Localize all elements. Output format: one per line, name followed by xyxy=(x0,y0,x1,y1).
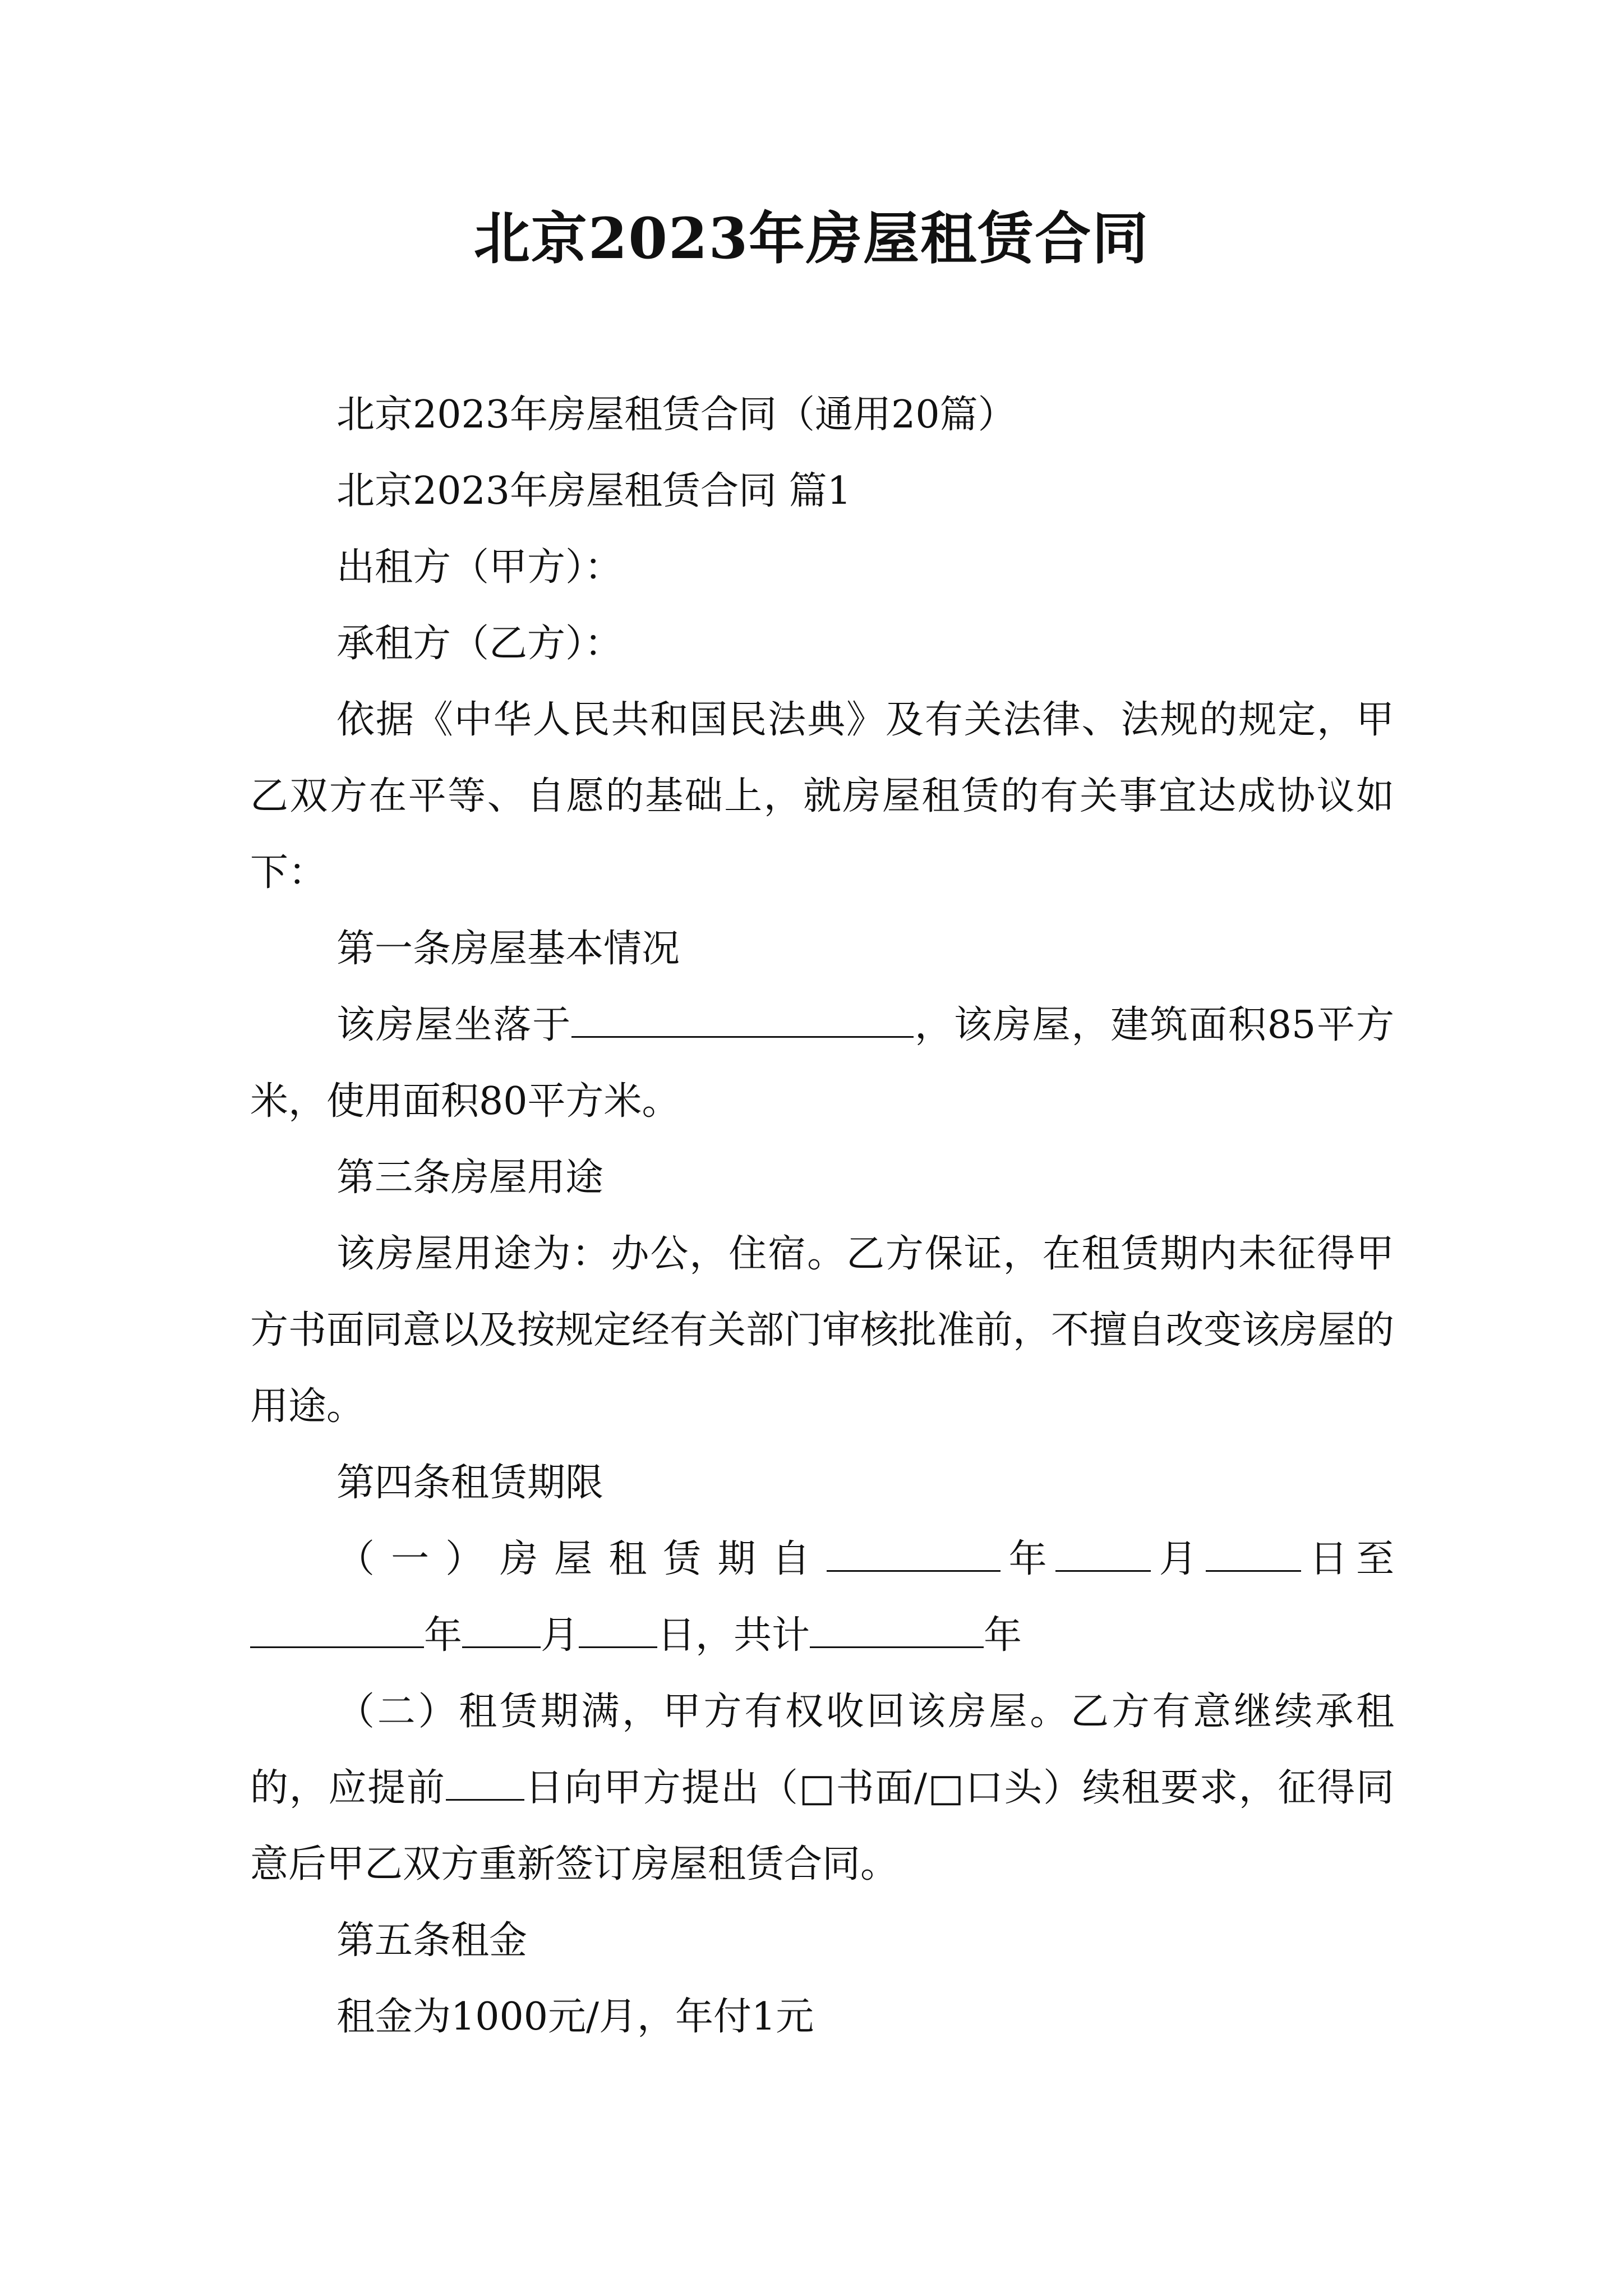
blank-line xyxy=(462,1612,541,1648)
paragraph-subtitle: 北京2023年房屋租赁合同（通用20篇） xyxy=(336,393,1016,437)
paragraph-lessee: 承租方（乙方）： xyxy=(336,622,623,666)
paragraph-part-heading: 北京2023年房屋租赁合同 篇1 xyxy=(336,469,851,513)
blank-line xyxy=(571,1002,914,1038)
text-segment: 日向甲方提出（□书面/□口头）续租要求，征得同意后甲乙双方重新签订房屋租赁合同。 xyxy=(250,1766,1394,1887)
text-segment: 日，共计 xyxy=(657,1613,810,1658)
paragraph-lessor: 出租方（甲方）： xyxy=(336,545,623,590)
blank-line xyxy=(579,1612,657,1648)
paragraph-property-location xyxy=(250,987,1394,1140)
blank-line xyxy=(1055,1536,1151,1572)
text-segment: 日至 xyxy=(1301,1537,1394,1581)
text-segment: ，该房屋，建筑面积85平方米，使用面积80平方米。 xyxy=(250,1003,1394,1124)
text-segment: 月 xyxy=(541,1613,579,1658)
paragraph-lease-term xyxy=(250,1521,1394,1674)
paragraph-article-4-heading: 第四条租赁期限 xyxy=(336,1461,604,1505)
text-segment: 年 xyxy=(984,1613,1022,1658)
text-segment: 年 xyxy=(424,1613,463,1658)
paragraph-article-3-heading: 第三条房屋用途 xyxy=(336,1156,604,1200)
paragraph-article-1-heading: 第一条房屋基本情况 xyxy=(336,927,680,971)
blank-line xyxy=(250,1612,424,1648)
blank-line xyxy=(827,1536,1000,1572)
text-segment: 月 xyxy=(1150,1537,1206,1581)
paragraph-lease-renewal xyxy=(250,1674,1394,1903)
document-title: 北京2023年房屋租赁合同 xyxy=(473,205,1150,272)
blank-line xyxy=(1206,1536,1301,1572)
text-segment: 该房屋坐落于 xyxy=(336,1003,572,1047)
document-body xyxy=(250,377,1394,2055)
paragraph-preamble: 依据《中华人民共和国民法典》及有关法律、法规的规定，甲乙双方在平等、自愿的基础上，就房屋租赁的有关事宜达成协议如下： xyxy=(250,698,1394,895)
text-segment: （二）租赁期满，甲方有权收回该房屋。乙方有意继续承租的，应提前 xyxy=(250,1690,1394,1810)
paragraph-article-5-heading: 第五条租金 xyxy=(336,1918,528,1963)
blank-line xyxy=(446,1765,524,1801)
paragraph-rent: 租金为1000元/月，年付1元 xyxy=(336,1995,814,2039)
blank-line xyxy=(810,1612,984,1648)
paragraph-property-use: 该房屋用途为：办公，住宿。乙方保证，在租赁期内未征得甲方书面同意以及按规定经有关部门审核批准前，不擅自改变该房屋的用途。 xyxy=(250,1232,1395,1429)
text-segment: （一）房屋租赁期自 xyxy=(336,1537,827,1581)
text-segment: 年 xyxy=(1000,1537,1055,1581)
